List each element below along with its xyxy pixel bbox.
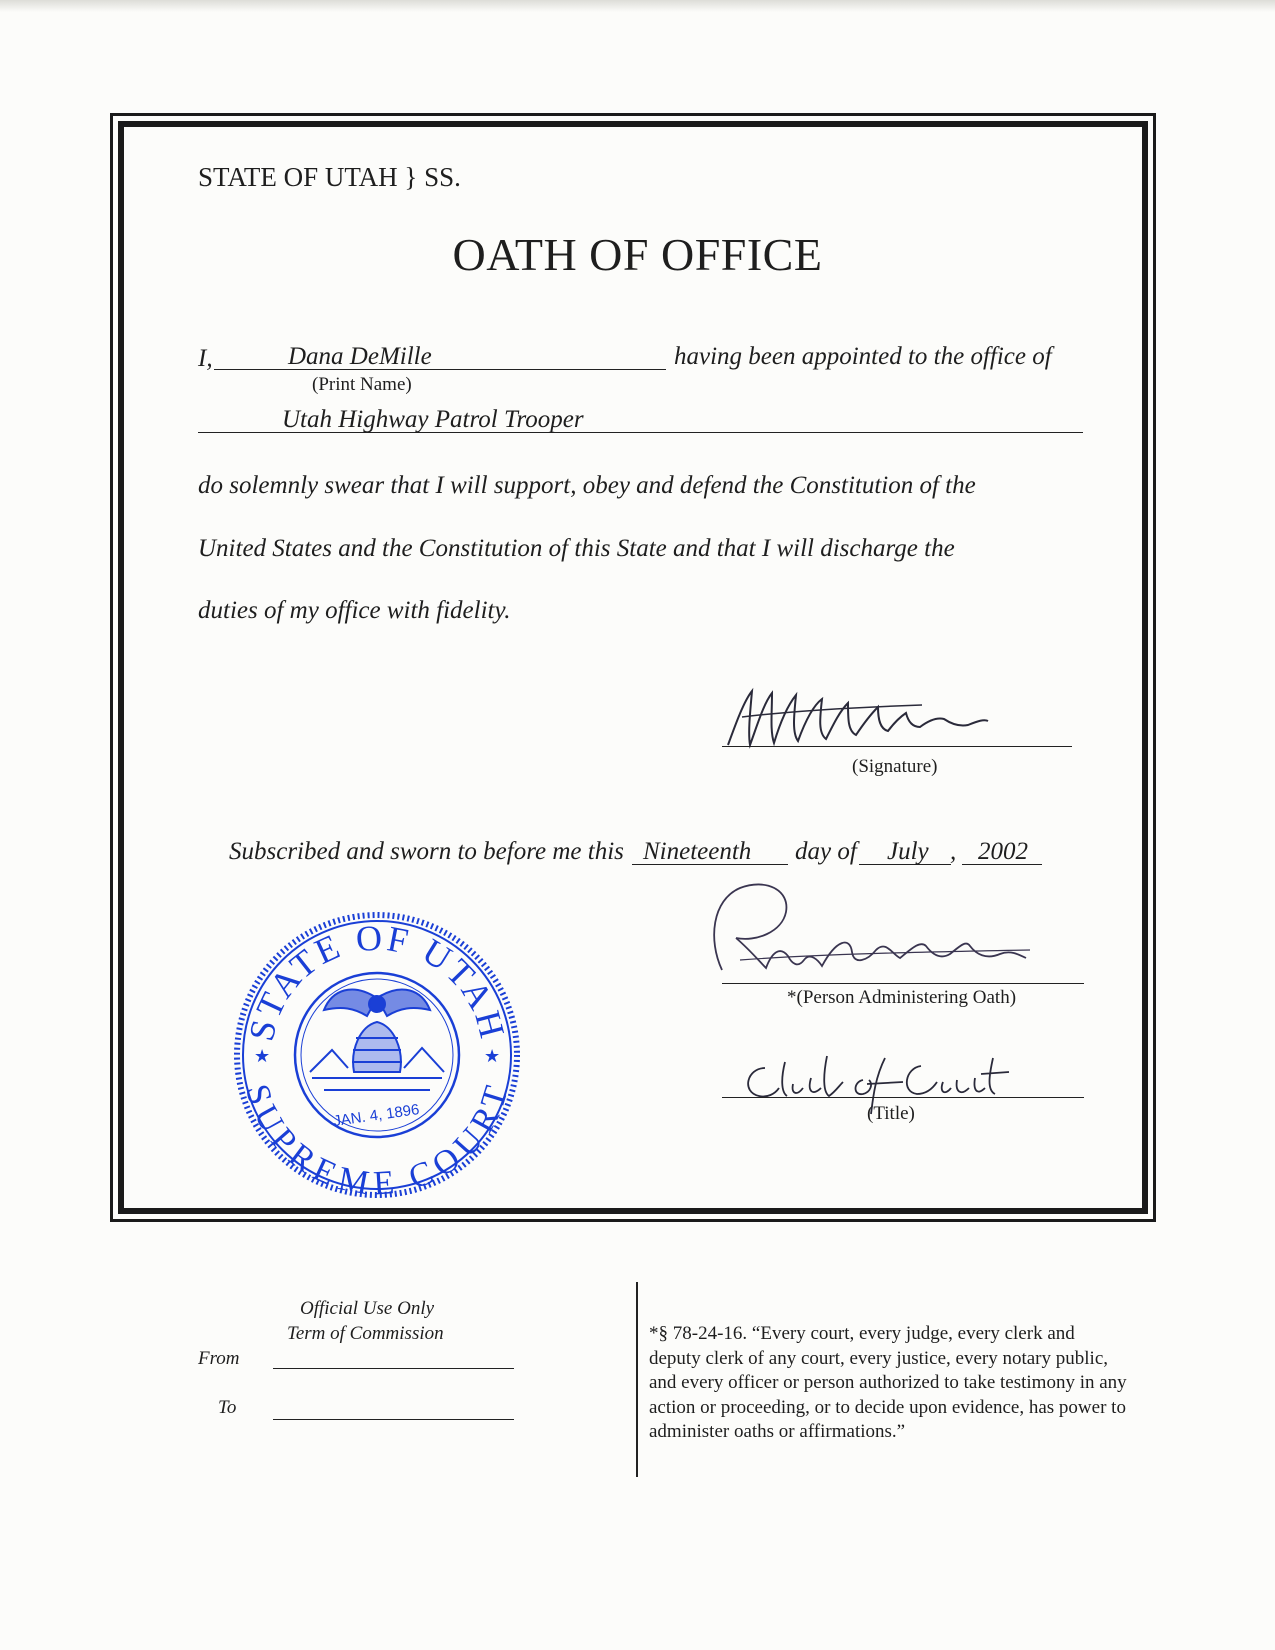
administrator-caption: *(Person Administering Oath) xyxy=(787,987,1017,1008)
seal-bottom-text: SUPREME COURT xyxy=(237,1080,517,1200)
prefix-i: I, xyxy=(198,345,213,372)
statute-note: *§ 78-24-16. “Every court, every judge, every clerk and deputy clerk of any court, every justice, every notary public, and every officer or person authorized to take testimony in any action or proceeding, or to decide upon evidence, has power to administer oaths or affirmations.” xyxy=(649,1323,1127,1442)
to-field[interactable] xyxy=(273,1419,514,1420)
state-line: STATE OF UTAH } SS. xyxy=(198,162,461,192)
oath-line-2: United States and the Constitution of this State and that I will discharge the xyxy=(198,535,955,562)
title-underline xyxy=(722,1097,1084,1098)
print-name-caption: (Print Name) xyxy=(312,374,412,395)
handwritten-signature xyxy=(722,683,1042,753)
office-name: Utah Highway Patrol Trooper xyxy=(282,406,584,433)
scan-edge xyxy=(0,0,1275,12)
oath-line-1: do solemnly swear that I will support, obey and defend the Constitution of the xyxy=(198,472,976,499)
to-label: To xyxy=(218,1397,237,1418)
seal-top-text: STATE OF UTAH xyxy=(240,917,514,1045)
appointed-connector: having been appointed to the office of xyxy=(674,343,1052,370)
footer-divider xyxy=(636,1282,638,1477)
official-use-heading: Official Use Only xyxy=(300,1298,435,1319)
signature-underline xyxy=(722,746,1072,747)
from-field[interactable] xyxy=(273,1368,514,1369)
title-caption: (Title) xyxy=(867,1103,915,1124)
day-of-label: day of xyxy=(795,838,857,865)
oath-line-3: duties of my office with fidelity. xyxy=(198,597,511,624)
seal-date: JAN. 4, 1896 xyxy=(332,1101,421,1130)
term-of-commission-heading: Term of Commission xyxy=(287,1323,444,1344)
subscribed-lead: Subscribed and sworn to before me this xyxy=(229,838,624,865)
svg-text:★: ★ xyxy=(484,1046,501,1067)
subscribed-year: 2002 xyxy=(978,838,1028,865)
subscribed-day: Nineteenth xyxy=(643,838,752,865)
administrator-underline xyxy=(722,983,1084,984)
administrator-signature xyxy=(700,880,1060,990)
eagle-icon xyxy=(324,989,430,1016)
svg-text:SUPREME COURT xyxy=(238,1080,516,1200)
beehive-icon xyxy=(310,1022,444,1090)
appointee-name: Dana DeMille xyxy=(288,343,432,370)
name-underline xyxy=(214,369,666,370)
from-label: From xyxy=(198,1348,240,1369)
month-comma: , xyxy=(950,838,957,865)
supreme-court-seal xyxy=(232,910,522,1200)
svg-text:★: ★ xyxy=(254,1046,271,1067)
subscribed-month: July xyxy=(887,838,929,865)
signature-caption: (Signature) xyxy=(852,756,938,777)
page-title: OATH OF OFFICE xyxy=(452,229,823,280)
